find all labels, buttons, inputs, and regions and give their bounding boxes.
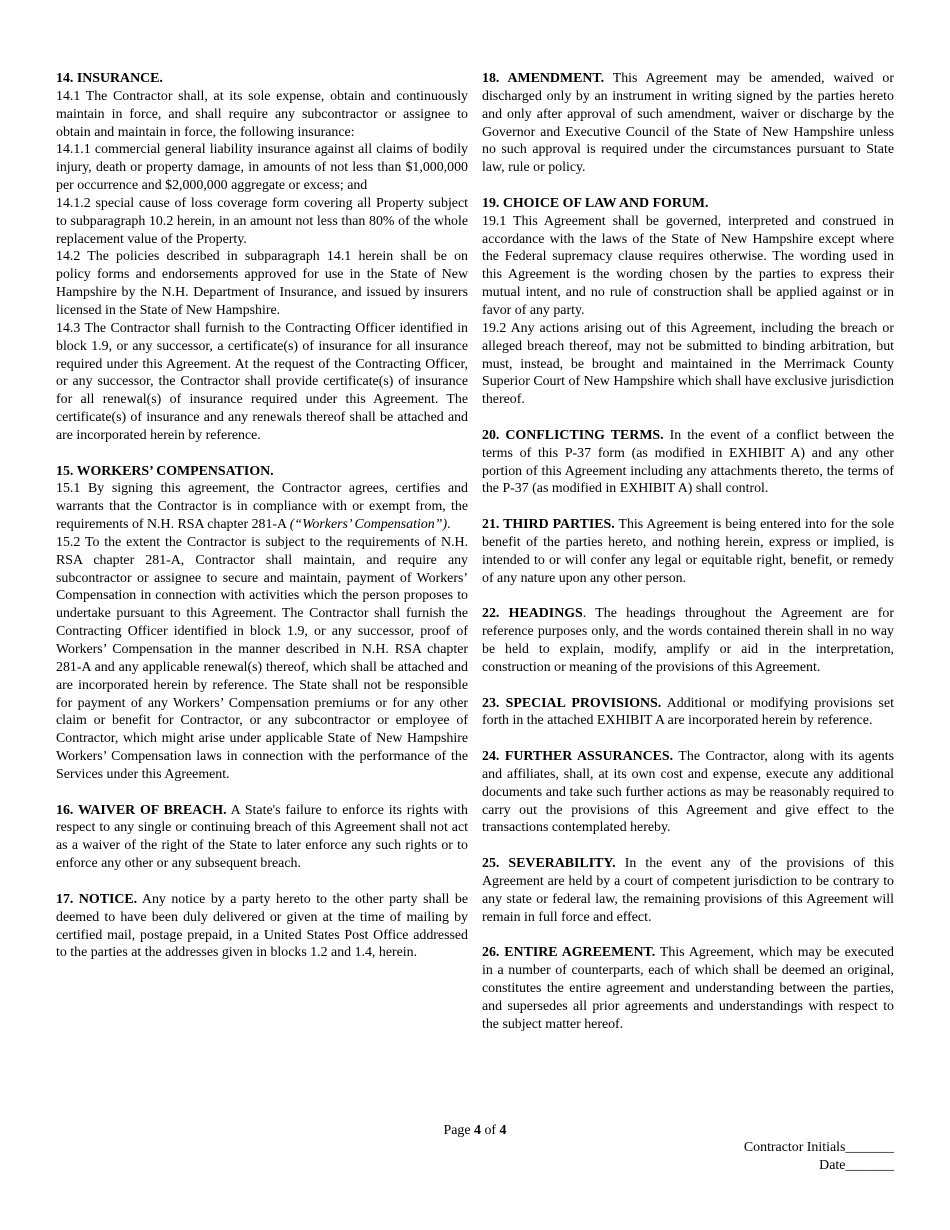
page-number xyxy=(0,1122,950,1140)
section-text: In the event of a conflict between the terms of this P-37 form (as modified in EXHIBIT A) and any other portion of this Agreement including any attachments thereto, the terms of the P-37 (as modified in EXHIBIT A) shall control. xyxy=(482,427,895,497)
paragraph xyxy=(56,480,468,534)
paragraph: 19.1 This Agreement shall be governed, interpreted and construed in accordance with the laws of the State of New Hampshire except where the Federal supremacy clause requires otherwise. The wording used in this Agreement is the wording chosen by the parties to express their mutual intent, and no rule of construction shall be applied against or in favor of any party. xyxy=(482,213,894,318)
section-heading: 23. SPECIAL PROVISIONS. xyxy=(482,695,662,711)
section-text: This Agreement, which may be executed in a number of counterparts, each of which shall be deemed an original, constitutes the entire agreement and understanding between the parties, and supersedes all prior agreements and understandings with respect to the subject matter hereof. xyxy=(482,945,894,1032)
page-total: 4 xyxy=(499,1123,507,1138)
section-21-third-parties xyxy=(482,516,894,587)
section-text: In the event any of the provisions of this Agreement are held by a court of competent jurisdiction to be contrary to any state or federal law, the remaining provisions of this Agreement will remain in full force and effect. xyxy=(482,856,894,925)
paragraph: 14.2 The policies described in subparagraph 14.1 herein shall be on policy forms and endorsements approved for use in the State of New Hampshire by the N.H. Department of Insurance, and issued by insurers licensed in the State of New Hampshire. xyxy=(56,249,468,318)
date-line: Date_______ xyxy=(819,1158,894,1173)
section-15-workers-compensation xyxy=(56,463,468,784)
paragraph: 15.2 To the extent the Contractor is subject to the requirements of N.H. RSA chapter 281-A, Contractor shall maintain, and require any subcontractor or assignee to secure and maintain, payment of Workers’ Compensation in connection with activities which the person proposes to undertake pursuant to this Agreement. The Contractor shall furnish the Contracting Officer identified in block 1.9, or any successor, proof of Workers’ Compensation in the manner described in N.H. RSA chapter 281-A and any applicable renewal(s) thereof, which shall be attached and are incorporated herein by reference. The State shall not be responsible for payment of any Workers’ Compensation premiums or for any other claim or benefit for Contractor, or any subcontractor or employee of Contractor, which might arise under applicable State of New Hampshire Workers’ Compensation laws in connection with the performance of the Services under this Agreement. xyxy=(56,534,468,782)
paragraph: 14.1.2 special cause of loss coverage form covering all Property subject to subparagraph 10.2 herein, in an amount not less than 80% of the whole replacement value of the Property. xyxy=(56,195,468,247)
section-heading: 17. NOTICE. xyxy=(56,891,138,907)
page-current: 4 xyxy=(474,1123,481,1138)
paragraph: 14.1 The Contractor shall, at its sole expense, obtain and continuously maintain in force, and shall require any subcontractor or assignee to obtain and maintain in force, the following insurance: xyxy=(56,88,468,140)
section-text: A State's failure to enforce its rights with respect to any single or continuing breach of this Agreement shall not act as a waiver of the right of the State to later enforce any such rights or to enforce any other or any subsequent breach. xyxy=(56,802,468,872)
section-heading: 22. HEADINGS xyxy=(482,606,583,622)
right-column xyxy=(482,70,894,1034)
paragraph: 19.2 Any actions arising out of this Agreement, including the breach or alleged breach thereof, may not be submitted to binding arbitration, but must, instead, be brought and maintained in the Merrimack County Superior Court of New Hampshire which shall have exclusive jurisdiction thereof. xyxy=(482,320,894,408)
section-23-special-provisions xyxy=(482,695,894,731)
section-16-waiver-of-breach xyxy=(56,802,468,873)
paragraph-text: . xyxy=(447,517,451,533)
section-20-conflicting-terms xyxy=(482,427,894,498)
paragraph: 14.3 The Contractor shall furnish to the Contracting Officer identified in block 1.9, or any successor, a certificate(s) of insurance for all insurance required under this Agreement. At the request of the Contracting Officer, or any successor, the Contractor shall provide certificate(s) of insurance for all renewal(s) of insurance required under this Agreement. The certificate(s) of insurance and any renewals thereof shall be attached and are incorporated herein by reference. xyxy=(56,320,468,443)
section-heading: 16. WAIVER OF BREACH. xyxy=(56,802,227,818)
section-text: This Agreement is being entered into for the sole benefit of the parties hereto, and nothing herein, express or implied, is intended to or will confer any legal or equitable right, benefit, or remedy of any nature upon any other person. xyxy=(482,517,894,586)
left-column xyxy=(56,70,468,962)
section-heading: 20. CONFLICTING TERMS. xyxy=(482,427,664,443)
paragraph: 14.1.1 commercial general liability insurance against all claims of bodily injury, death or property damage, in amounts of not less than $1,000,000 per occurrence and $2,000,000 aggregate or excess; and xyxy=(56,142,468,194)
section-heading: 21. THIRD PARTIES. xyxy=(482,517,615,533)
section-text: The Contractor, along with its agents and affiliates, shall, at its own cost and expense, execute any additional documents and take such further actions as may be reasonably required to carry out the provisions of this Agreement and give effect to the transactions contemplated hereby. xyxy=(482,749,894,836)
section-heading: 25. SEVERABILITY. xyxy=(482,856,616,872)
initials-block xyxy=(744,1139,894,1175)
contractor-initials-line: Contractor Initials_______ xyxy=(743,1140,894,1155)
section-14-insurance xyxy=(56,70,468,445)
section-heading: 15. WORKERS’ COMPENSATION. xyxy=(56,463,274,479)
page-of: of xyxy=(480,1123,500,1138)
italic-term: (“Workers’ Compensation”) xyxy=(289,517,448,533)
section-heading: 18. AMENDMENT. xyxy=(482,71,605,86)
section-22-headings xyxy=(482,605,894,676)
section-heading: 19. CHOICE OF LAW AND FORUM. xyxy=(482,195,709,211)
section-text: Additional or modifying provisions set forth in the attached EXHIBIT A are incorporated herein by reference. xyxy=(482,695,894,729)
section-heading: 14. INSURANCE. xyxy=(56,71,163,86)
section-24-further-assurances xyxy=(482,748,894,837)
section-text: Any notice by a party hereto to the other party shall be deemed to have been duly delivered or given at the time of mailing by certified mail, postage prepaid, in a United States Post Office addressed to the parties at the addresses given in blocks 1.2 and 1.4, herein. xyxy=(56,891,468,961)
section-heading: 26. ENTIRE AGREEMENT. xyxy=(482,945,656,961)
section-heading: 24. FURTHER ASSURANCES. xyxy=(482,749,674,765)
section-17-notice xyxy=(56,891,468,962)
section-text: . The headings throughout the Agreement are for reference purposes only, and the words contained therein shall in no way be held to explain, modify, amplify or aid in the interpretation, construction or meaning of the provisions of this Agreement. xyxy=(482,606,895,675)
section-26-entire-agreement xyxy=(482,944,894,1033)
section-18-amendment xyxy=(482,70,894,177)
section-19-choice-of-law xyxy=(482,195,894,409)
page-prefix: Page xyxy=(443,1123,475,1138)
section-25-severability xyxy=(482,855,894,926)
section-text: This Agreement may be amended, waived or discharged only by an instrument in writing signed by the parties hereto and only after approval of such amendment, waiver or discharge by the Governor and Executive Council of the State of New Hampshire unless no such approval is required under the circumstances pursuant to State law, rule or policy. xyxy=(482,71,895,176)
paragraph-text: 15.1 By signing this agreement, the Contractor agrees, certifies and warrants that the Contractor is in compliance with or exempt from, the requirements of N.H. RSA chapter 281-A xyxy=(56,481,468,533)
